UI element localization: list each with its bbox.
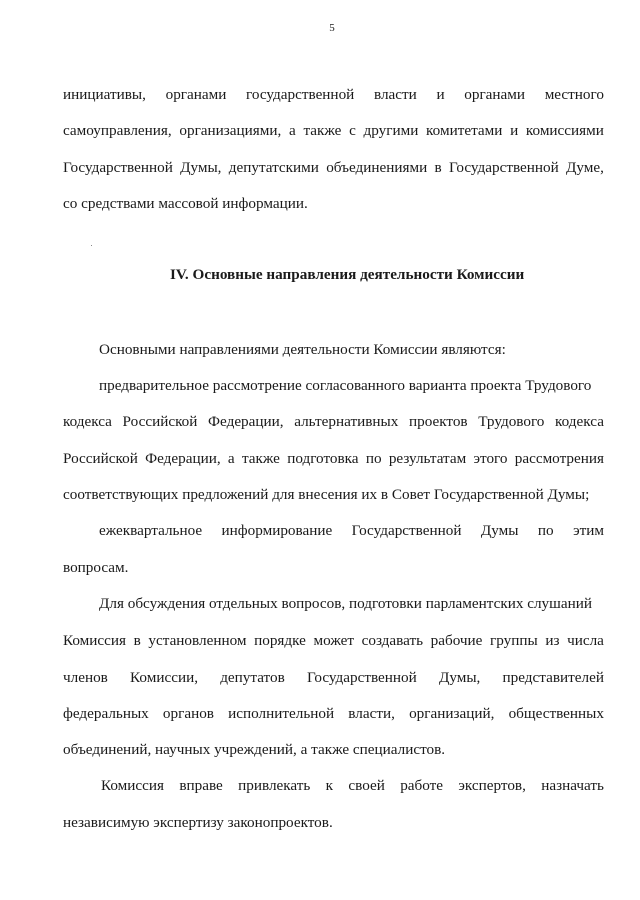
page-number: 5 [329, 22, 335, 34]
paragraph-2-item-1-line-4: соответствующих предложений для внесения их в Совет Государственной Думы; [63, 486, 590, 503]
word: также [303, 122, 342, 139]
word: Государственной [351, 522, 462, 539]
word: Комиссия [63, 632, 127, 649]
word: Государственной [306, 669, 417, 686]
scan-speck [91, 245, 92, 246]
word: Думы, [180, 159, 222, 176]
word: этого [473, 450, 508, 467]
word: экспертов, [458, 777, 526, 794]
word: а [289, 122, 296, 139]
paragraph-3-line-4 [63, 705, 604, 723]
word: Комиссия [101, 777, 165, 794]
word: своей [348, 777, 385, 794]
paragraph-1-line-4: со средствами массовой информации. [63, 195, 308, 212]
word: а [227, 450, 235, 467]
word: с [349, 122, 356, 139]
word: информирование [221, 522, 333, 539]
word: федеральных [63, 705, 149, 722]
word: в [434, 159, 442, 176]
word: кодекса [63, 413, 112, 430]
word: исполнительной [228, 705, 335, 722]
word: организациями, [179, 122, 282, 139]
word: Думы [480, 522, 519, 539]
word: органами [464, 86, 526, 103]
word: привлекать [238, 777, 311, 794]
word: и [510, 122, 519, 139]
paragraph-3-line-5: объединений, научных учреждений, а также специалистов. [63, 741, 446, 758]
word: числа [567, 632, 604, 649]
word: проектов [408, 413, 468, 430]
word: Государственной [63, 159, 173, 176]
word: к [325, 777, 334, 794]
word: власти [373, 86, 417, 103]
word: рабочие [430, 632, 483, 649]
word: результатам [388, 450, 467, 467]
word: Думы, [438, 669, 481, 686]
word: рассмотрения [514, 450, 604, 467]
word: государственной [246, 86, 355, 103]
word: в [133, 632, 141, 649]
word: депутатскими [228, 159, 319, 176]
word: Федерации, [145, 450, 221, 467]
paragraph-3-line-2 [63, 632, 604, 650]
word: установленном [148, 632, 247, 649]
word: органами [165, 86, 227, 103]
word: порядке [254, 632, 306, 649]
paragraph-3-line-1: Для обсуждения отдельных вопросов, подготовки парламентских слушаний [99, 595, 592, 612]
word: Российской [63, 450, 138, 467]
paragraph-4-line-2: независимую экспертизу законопроектов. [63, 814, 333, 831]
paragraph-2-item-1-line-3 [63, 450, 604, 468]
word: другими [363, 122, 419, 139]
word: группы [490, 632, 538, 649]
word: власти, [348, 705, 395, 722]
word: Трудового [478, 413, 545, 430]
word: представителей [502, 669, 604, 686]
word: Государственной [448, 159, 559, 176]
word: самоуправления, [63, 122, 172, 139]
paragraph-2-item-1-line-1: предварительное рассмотрение согласованного варианта проекта Трудового [99, 377, 592, 394]
word: вправе [179, 777, 223, 794]
paragraph-1-line-1 [63, 86, 604, 104]
word: ежеквартальное [99, 522, 203, 539]
word: Думе, [566, 159, 604, 176]
word: из [545, 632, 560, 649]
word: Федерации, [208, 413, 284, 430]
word: членов [63, 669, 108, 686]
word: депутатов [220, 669, 285, 686]
paragraph-2-item-1-line-2 [63, 413, 604, 431]
word: создавать [361, 632, 424, 649]
word: по [365, 450, 382, 467]
word: комиссиями [525, 122, 604, 139]
paragraph-1-line-3 [63, 159, 604, 177]
word: подготовка [287, 450, 359, 467]
word: Комиссии, [130, 669, 198, 686]
paragraph-2-intro: Основными направлениями деятельности Комиссии являются: [99, 341, 506, 358]
word: комитетами [426, 122, 503, 139]
section-heading: IV. Основные направления деятельности Комиссии [170, 266, 525, 283]
word: работе [400, 777, 444, 794]
word: назначать [541, 777, 604, 794]
paragraph-4-line-1 [101, 777, 604, 795]
word: общественных [508, 705, 604, 722]
word: может [313, 632, 354, 649]
word: кодекса [555, 413, 604, 430]
word: по [537, 522, 554, 539]
paragraph-2-item-2-line-1 [99, 522, 604, 540]
word: также [241, 450, 280, 467]
word: и [436, 86, 445, 103]
word: местного [544, 86, 604, 103]
word: организаций, [409, 705, 495, 722]
word: инициативы, [63, 86, 146, 103]
word: этим [573, 522, 604, 539]
paragraph-2-item-2-line-2: вопросам. [63, 559, 129, 576]
word: альтернативных [294, 413, 399, 430]
word: Российской [122, 413, 198, 430]
word: органов [162, 705, 214, 722]
word: объединениями [326, 159, 428, 176]
paragraph-3-line-3 [63, 669, 604, 687]
paragraph-1-line-2 [63, 122, 604, 140]
